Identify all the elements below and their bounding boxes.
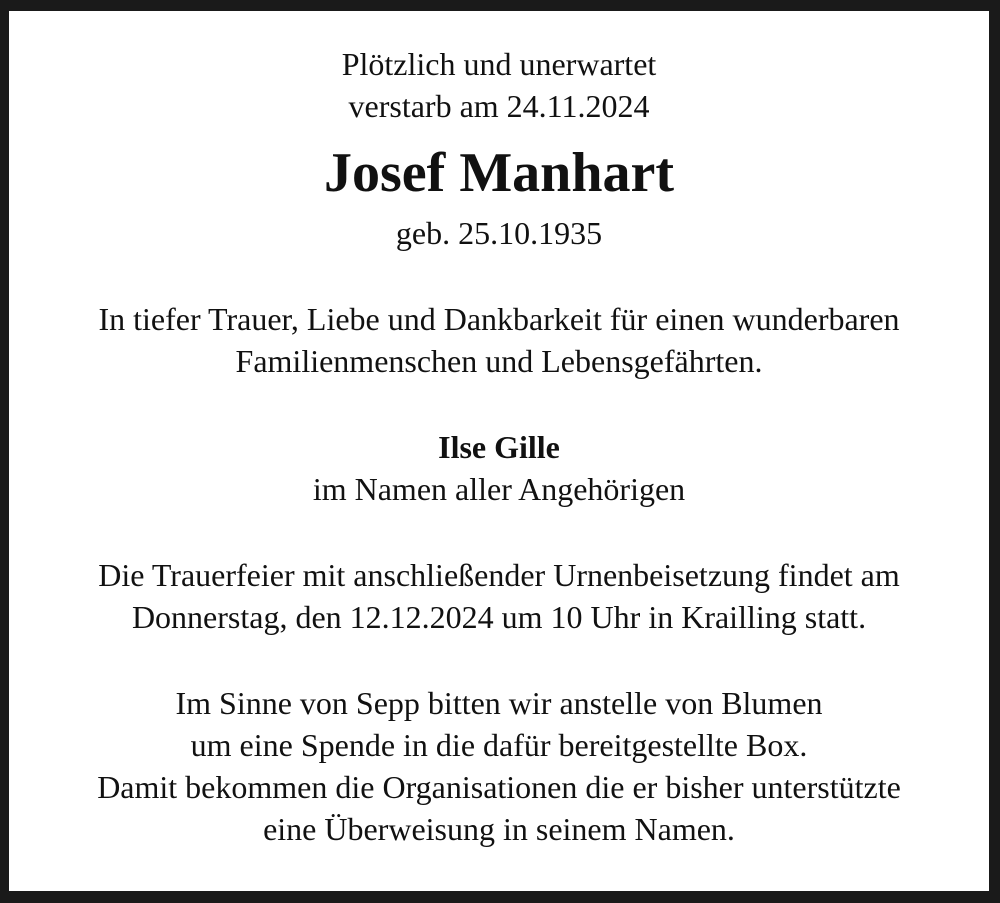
mourning-line-2: Familienmenschen und Lebensgefährten. <box>235 343 763 379</box>
donation-line-1: Im Sinne von Sepp bitten wir anstelle von Blumen <box>175 685 823 721</box>
ceremony-line-2: Donnerstag, den 12.12.2024 um 10 Uhr in Krailling statt. <box>131 599 867 635</box>
signer-name: Ilse Gille <box>438 429 560 465</box>
donation-line-4: eine Überweisung in seinem Namen. <box>263 811 735 847</box>
obituary-notice <box>9 11 989 891</box>
intro-line-2: verstarb am 24.11.2024 <box>348 88 650 124</box>
ceremony-line-1: Die Trauerfeier mit anschließender Urnenbeisetzung findet am <box>98 557 900 593</box>
donation-line-3: Damit bekommen die Organisationen die er bisher unterstützte <box>97 769 901 805</box>
deceased-name: Josef Manhart <box>324 142 674 204</box>
signer-note: im Namen aller Angehörigen <box>312 471 686 507</box>
donation-line-2: um eine Spende in die dafür bereitgestellte Box. <box>190 727 808 763</box>
intro-line-1: Plötzlich und unerwartet <box>341 46 657 82</box>
mourning-line-1: In tiefer Trauer, Liebe und Dankbarkeit für einen wunderbaren <box>98 301 900 337</box>
birth-date: geb. 25.10.1935 <box>395 215 603 251</box>
